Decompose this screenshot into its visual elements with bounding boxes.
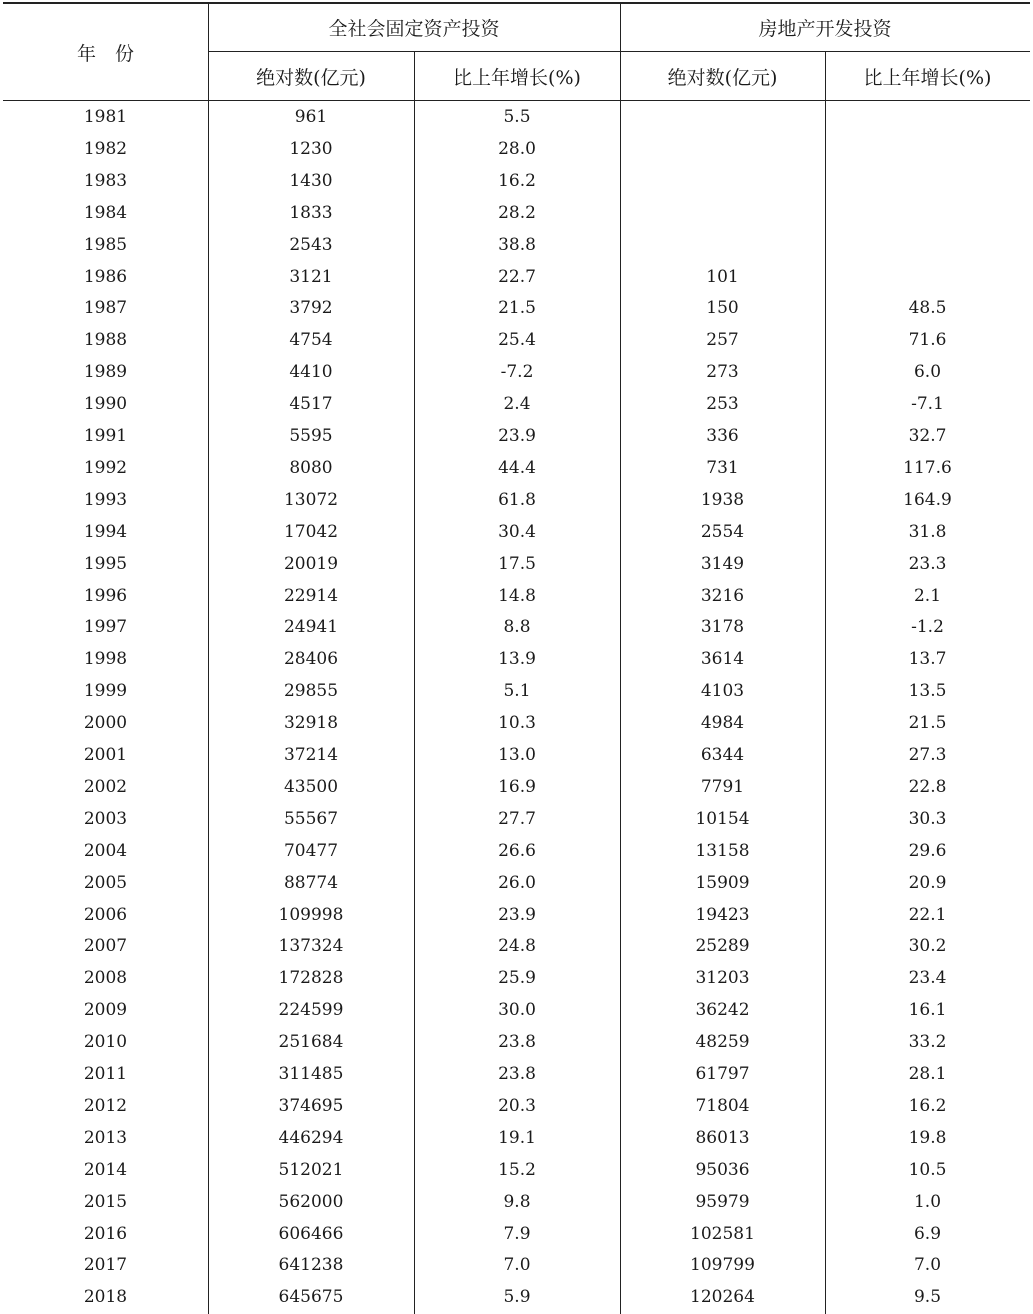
year-cell: 1987 xyxy=(83,298,128,319)
real-estate-growth-cell: 23.3 xyxy=(908,553,947,574)
year-cell: 1982 xyxy=(83,138,128,159)
real-estate-growth-cell: -1.2 xyxy=(911,617,944,638)
real-estate-growth-cell xyxy=(825,134,1030,166)
year-cell: 1996 xyxy=(83,585,128,606)
year-cell: 1995 xyxy=(83,553,128,574)
year-cell: 2014 xyxy=(83,1159,128,1180)
table-row xyxy=(3,804,1030,836)
real-estate-absolute-cell: 71804 xyxy=(695,1095,750,1116)
year-cell: 1985 xyxy=(83,234,128,255)
year-cell: 1997 xyxy=(83,617,128,638)
fixed-asset-absolute-cell: 4754 xyxy=(289,330,333,351)
fixed-asset-growth-cell: 16.2 xyxy=(498,170,536,191)
fixed-asset-absolute-cell: 606466 xyxy=(278,1223,344,1244)
real-estate-absolute-cell: 95979 xyxy=(695,1191,750,1212)
year-cell: 2003 xyxy=(83,808,128,829)
year-cell: 2017 xyxy=(83,1255,128,1276)
real-estate-growth-cell: 117.6 xyxy=(903,457,952,478)
fixed-asset-absolute-cell: 2543 xyxy=(289,234,333,255)
table-row xyxy=(3,453,1030,485)
real-estate-absolute-cell: 15909 xyxy=(695,872,750,893)
year-cell: 2007 xyxy=(83,936,128,957)
fixed-asset-absolute-cell: 32918 xyxy=(283,713,339,734)
real-estate-absolute-cell: 336 xyxy=(706,426,739,446)
fixed-asset-absolute-cell: 20019 xyxy=(283,553,339,574)
year-cell: 1981 xyxy=(83,107,128,127)
table-row xyxy=(3,230,1030,262)
fixed-asset-growth-cell: 25.9 xyxy=(498,968,536,989)
fixed-asset-absolute-cell: 22914 xyxy=(283,585,339,606)
table-row xyxy=(3,772,1030,804)
table-row xyxy=(3,134,1030,166)
fixed-asset-absolute-cell: 29855 xyxy=(283,681,339,702)
real-estate-growth-cell: 9.5 xyxy=(913,1287,942,1308)
table-row xyxy=(3,262,1030,294)
real-estate-growth-cell: 19.8 xyxy=(908,1127,947,1148)
fixed-asset-growth-cell: 38.8 xyxy=(498,234,536,255)
table-row xyxy=(3,517,1030,549)
fixed-asset-growth-cell: 5.9 xyxy=(503,1287,531,1308)
fixed-asset-growth-cell: 28.2 xyxy=(498,202,536,223)
year-cell: 2009 xyxy=(83,1000,128,1021)
table-row xyxy=(3,549,1030,581)
fixed-asset-growth-cell: 25.4 xyxy=(498,330,536,351)
fixed-asset-growth-cell: 26.0 xyxy=(498,872,536,893)
real-estate-growth-cell: 30.3 xyxy=(908,808,947,829)
fixed-asset-growth-cell: 21.5 xyxy=(498,298,536,319)
real-estate-absolute-cell xyxy=(620,166,825,198)
fixed-asset-growth-cell: 22.7 xyxy=(498,266,536,287)
fixed-asset-absolute-cell: 251684 xyxy=(278,1032,344,1053)
real-estate-absolute-cell xyxy=(620,230,825,262)
fixed-asset-growth-cell: 7.0 xyxy=(503,1255,531,1276)
fixed-asset-absolute-cell: 512021 xyxy=(278,1159,344,1180)
fixed-asset-growth-cell: 23.8 xyxy=(498,1032,536,1053)
real-estate-absolute-cell: 4103 xyxy=(700,681,745,702)
table-row xyxy=(3,868,1030,900)
fixed-asset-absolute-cell: 1430 xyxy=(289,170,333,191)
year-cell: 1991 xyxy=(83,426,128,446)
year-cell: 2013 xyxy=(83,1127,128,1148)
table-row xyxy=(3,485,1030,517)
table-row xyxy=(3,676,1030,708)
real-estate-absolute-cell: 48259 xyxy=(695,1032,750,1053)
fixed-asset-absolute-cell: 3121 xyxy=(289,266,333,287)
real-estate-growth-cell: -7.1 xyxy=(911,394,944,415)
fixed-asset-absolute-cell: 55567 xyxy=(283,808,339,829)
real-estate-growth-cell: 2.1 xyxy=(913,585,942,606)
real-estate-growth-cell: 33.2 xyxy=(908,1032,947,1053)
year-cell: 2015 xyxy=(83,1191,128,1212)
table-row xyxy=(3,421,1030,453)
real-estate-growth-cell xyxy=(825,230,1030,262)
table-header xyxy=(3,4,1030,101)
year-cell: 2001 xyxy=(83,745,128,765)
fixed-asset-growth-cell: 5.5 xyxy=(503,107,531,127)
real-estate-growth-cell: 16.2 xyxy=(908,1095,947,1116)
year-cell: 1986 xyxy=(83,266,128,287)
real-estate-growth-cell xyxy=(825,198,1030,230)
fixed-asset-growth-cell: 16.9 xyxy=(498,776,536,797)
real-estate-growth-header: 比上年增长(%) xyxy=(863,66,992,89)
year-cell: 1992 xyxy=(83,457,128,478)
fixed-asset-growth-cell: 24.8 xyxy=(498,936,536,957)
real-estate-absolute-cell: 95036 xyxy=(695,1159,750,1180)
fixed-asset-absolute-cell: 172828 xyxy=(278,968,344,989)
table-row xyxy=(3,1091,1030,1123)
real-estate-absolute-cell: 3149 xyxy=(700,553,745,574)
fixed-asset-growth-cell: 19.1 xyxy=(498,1127,536,1148)
table-row xyxy=(3,931,1030,963)
year-cell: 2008 xyxy=(83,968,128,989)
table-row xyxy=(3,1219,1030,1251)
fixed-asset-absolute-cell: 1230 xyxy=(289,138,333,159)
real-estate-absolute-cell: 731 xyxy=(706,457,739,478)
real-estate-growth-cell: 28.1 xyxy=(908,1064,947,1084)
table-row xyxy=(3,325,1030,357)
real-estate-growth-cell: 30.2 xyxy=(908,936,947,957)
year-cell: 1999 xyxy=(83,681,128,702)
fixed-asset-growth-cell: 23.9 xyxy=(498,426,536,446)
real-estate-growth-cell: 10.5 xyxy=(908,1159,947,1180)
year-cell: 1993 xyxy=(83,489,128,510)
fixed-asset-growth-cell: 27.7 xyxy=(498,808,536,829)
real-estate-absolute-cell: 273 xyxy=(706,362,739,383)
real-estate-growth-cell: 1.0 xyxy=(913,1191,942,1212)
fixed-asset-growth-cell: 30.0 xyxy=(498,1000,536,1021)
real-estate-absolute-cell xyxy=(620,134,825,166)
real-estate-growth-cell: 16.1 xyxy=(908,1000,947,1021)
real-estate-absolute-header: 绝对数(亿元) xyxy=(667,66,778,89)
fixed-asset-growth-cell: 44.4 xyxy=(498,457,536,478)
fixed-asset-growth-cell: 8.8 xyxy=(503,617,531,638)
real-estate-growth-cell: 22.1 xyxy=(908,904,947,925)
fixed-asset-growth-cell: 23.8 xyxy=(498,1064,536,1084)
year-cell: 2011 xyxy=(83,1064,128,1084)
real-estate-growth-cell: 31.8 xyxy=(908,521,947,542)
real-estate-growth-cell: 32.7 xyxy=(908,426,947,446)
year-cell: 2006 xyxy=(83,904,128,925)
real-estate-absolute-cell: 150 xyxy=(706,298,739,319)
fixed-asset-absolute-cell: 374695 xyxy=(278,1095,344,1116)
fixed-asset-absolute-cell: 43500 xyxy=(283,776,339,797)
real-estate-absolute-cell: 25289 xyxy=(695,936,750,957)
fixed-asset-absolute-cell: 88774 xyxy=(283,872,339,893)
fixed-asset-absolute-cell: 109998 xyxy=(278,904,344,925)
fixed-asset-growth-header: 比上年增长(%) xyxy=(453,66,581,89)
table-row xyxy=(3,644,1030,676)
fixed-asset-growth-cell: 23.9 xyxy=(498,904,536,925)
fixed-asset-growth-cell: 7.9 xyxy=(503,1223,531,1244)
real-estate-growth-cell: 27.3 xyxy=(908,745,947,765)
fixed-asset-absolute-cell: 4517 xyxy=(289,394,333,415)
real-estate-growth-cell: 164.9 xyxy=(903,489,952,510)
real-estate-absolute-cell: 4984 xyxy=(700,713,745,734)
year-cell: 2002 xyxy=(83,776,128,797)
table-row xyxy=(3,740,1030,772)
fixed-asset-growth-cell: 26.6 xyxy=(498,840,536,861)
real-estate-absolute-cell: 120264 xyxy=(690,1287,755,1308)
real-estate-growth-cell: 13.7 xyxy=(908,649,947,670)
table-row xyxy=(3,836,1030,868)
year-cell: 2016 xyxy=(83,1223,128,1244)
real-estate-growth-cell: 48.5 xyxy=(908,298,947,319)
real-estate-growth-cell xyxy=(825,102,1030,134)
fixed-asset-absolute-cell: 562000 xyxy=(278,1191,344,1212)
year-cell: 2012 xyxy=(83,1095,128,1116)
table-body xyxy=(3,101,1030,1314)
fixed-asset-growth-cell: 20.3 xyxy=(498,1095,536,1116)
real-estate-absolute-cell: 2554 xyxy=(700,521,745,542)
real-estate-absolute-cell: 10154 xyxy=(695,808,750,829)
fixed-asset-absolute-cell: 5595 xyxy=(289,426,333,446)
real-estate-absolute-cell: 86013 xyxy=(695,1127,750,1148)
fixed-asset-absolute-cell: 8080 xyxy=(289,457,333,478)
real-estate-absolute-cell: 7791 xyxy=(700,776,745,797)
fixed-asset-absolute-cell: 137324 xyxy=(278,936,344,957)
fixed-asset-absolute-cell: 3792 xyxy=(289,298,333,319)
fixed-asset-growth-cell: 2.4 xyxy=(503,394,531,415)
year-cell: 2010 xyxy=(83,1032,128,1053)
real-estate-absolute-cell: 101 xyxy=(706,266,739,287)
fixed-asset-absolute-cell: 24941 xyxy=(283,617,339,638)
fixed-asset-growth-cell: 28.0 xyxy=(498,138,536,159)
real-estate-growth-cell: 7.0 xyxy=(913,1255,942,1276)
real-estate-absolute-cell: 253 xyxy=(706,394,739,415)
real-estate-absolute-cell xyxy=(620,102,825,134)
fixed-asset-growth-cell: 15.2 xyxy=(498,1159,536,1180)
year-cell: 2000 xyxy=(83,713,128,734)
table-row xyxy=(3,1059,1030,1091)
real-estate-growth-cell: 6.9 xyxy=(913,1223,942,1244)
table-row xyxy=(3,102,1030,134)
table-row xyxy=(3,581,1030,613)
real-estate-absolute-cell: 109799 xyxy=(690,1255,755,1276)
fixed-asset-absolute-header: 绝对数(亿元) xyxy=(256,66,366,89)
fixed-asset-absolute-cell: 13072 xyxy=(283,489,339,510)
year-cell: 2018 xyxy=(83,1287,128,1308)
fixed-asset-growth-cell: 17.5 xyxy=(498,553,536,574)
fixed-asset-growth-cell: 10.3 xyxy=(498,713,536,734)
real-estate-growth-cell: 29.6 xyxy=(908,840,947,861)
year-cell: 1988 xyxy=(83,330,128,351)
fixed-asset-investment-header: 全社会固定资产投资 xyxy=(328,18,500,40)
table-row xyxy=(3,1155,1030,1187)
fixed-asset-absolute-cell: 37214 xyxy=(283,745,339,765)
fixed-asset-growth-cell: 30.4 xyxy=(498,521,536,542)
real-estate-growth-cell: 6.0 xyxy=(913,362,942,383)
table-row xyxy=(3,198,1030,230)
year-cell: 1989 xyxy=(83,362,128,383)
year-cell: 1990 xyxy=(83,394,128,415)
table-row xyxy=(3,1123,1030,1155)
real-estate-growth-cell: 21.5 xyxy=(908,713,947,734)
real-estate-growth-cell: 20.9 xyxy=(908,872,947,893)
fixed-asset-growth-cell: 13.9 xyxy=(498,649,536,670)
fixed-asset-absolute-cell: 70477 xyxy=(283,840,339,861)
real-estate-absolute-cell: 3614 xyxy=(700,649,745,670)
fixed-asset-growth-cell: 61.8 xyxy=(498,489,536,510)
real-estate-absolute-cell: 31203 xyxy=(695,968,750,989)
real-estate-growth-cell: 22.8 xyxy=(908,776,947,797)
real-estate-absolute-cell: 3178 xyxy=(700,617,745,638)
real-estate-growth-cell: 71.6 xyxy=(908,330,947,351)
real-estate-absolute-cell: 6344 xyxy=(700,745,745,765)
fixed-asset-growth-cell: 9.8 xyxy=(503,1191,531,1212)
fixed-asset-absolute-cell: 645675 xyxy=(278,1287,344,1308)
year-cell: 1994 xyxy=(83,521,128,542)
fixed-asset-absolute-cell: 4410 xyxy=(289,362,333,383)
real-estate-growth-cell xyxy=(825,262,1030,294)
real-estate-absolute-cell xyxy=(620,198,825,230)
real-estate-absolute-cell: 3216 xyxy=(700,585,745,606)
fixed-asset-growth-cell: 14.8 xyxy=(498,585,536,606)
real-estate-investment-header: 房地产开发投资 xyxy=(758,18,892,40)
real-estate-absolute-cell: 61797 xyxy=(695,1064,750,1084)
year-cell: 2004 xyxy=(83,840,128,861)
fixed-asset-absolute-cell: 1833 xyxy=(289,202,333,223)
real-estate-growth-cell: 13.5 xyxy=(908,681,947,702)
real-estate-absolute-cell: 13158 xyxy=(695,840,750,861)
fixed-asset-growth-cell: 13.0 xyxy=(498,745,536,765)
real-estate-absolute-cell: 1938 xyxy=(700,489,745,510)
table-row xyxy=(3,708,1030,740)
table-row xyxy=(3,612,1030,644)
real-estate-absolute-cell: 257 xyxy=(706,330,739,351)
table-row xyxy=(3,389,1030,421)
table-row xyxy=(3,1282,1030,1314)
real-estate-absolute-cell: 36242 xyxy=(695,1000,750,1021)
real-estate-absolute-cell: 102581 xyxy=(690,1223,755,1244)
fixed-asset-absolute-cell: 28406 xyxy=(283,649,339,670)
table-row xyxy=(3,1187,1030,1219)
year-cell: 2005 xyxy=(83,872,128,893)
year-cell: 1983 xyxy=(83,170,128,191)
year-cell: 1984 xyxy=(83,202,128,223)
fixed-asset-growth-cell: -7.2 xyxy=(500,362,534,383)
table-row xyxy=(3,166,1030,198)
table-row xyxy=(3,1027,1030,1059)
table-row xyxy=(3,357,1030,389)
fixed-asset-absolute-cell: 224599 xyxy=(278,1000,344,1021)
table-row xyxy=(3,1250,1030,1282)
table-row xyxy=(3,900,1030,932)
table-row xyxy=(3,995,1030,1027)
fixed-asset-absolute-cell: 446294 xyxy=(278,1127,344,1148)
investment-table xyxy=(3,2,1030,1314)
fixed-asset-absolute-cell: 17042 xyxy=(283,521,339,542)
real-estate-absolute-cell: 19423 xyxy=(695,904,750,925)
table-row xyxy=(3,293,1030,325)
year-header: 年 份 xyxy=(76,42,134,65)
year-cell: 1998 xyxy=(83,649,128,670)
fixed-asset-absolute-cell: 311485 xyxy=(278,1064,344,1084)
fixed-asset-absolute-cell: 641238 xyxy=(278,1255,344,1276)
real-estate-growth-cell: 23.4 xyxy=(908,968,947,989)
fixed-asset-absolute-cell: 961 xyxy=(294,107,328,127)
real-estate-growth-cell xyxy=(825,166,1030,198)
table-row xyxy=(3,963,1030,995)
fixed-asset-growth-cell: 5.1 xyxy=(503,681,531,702)
